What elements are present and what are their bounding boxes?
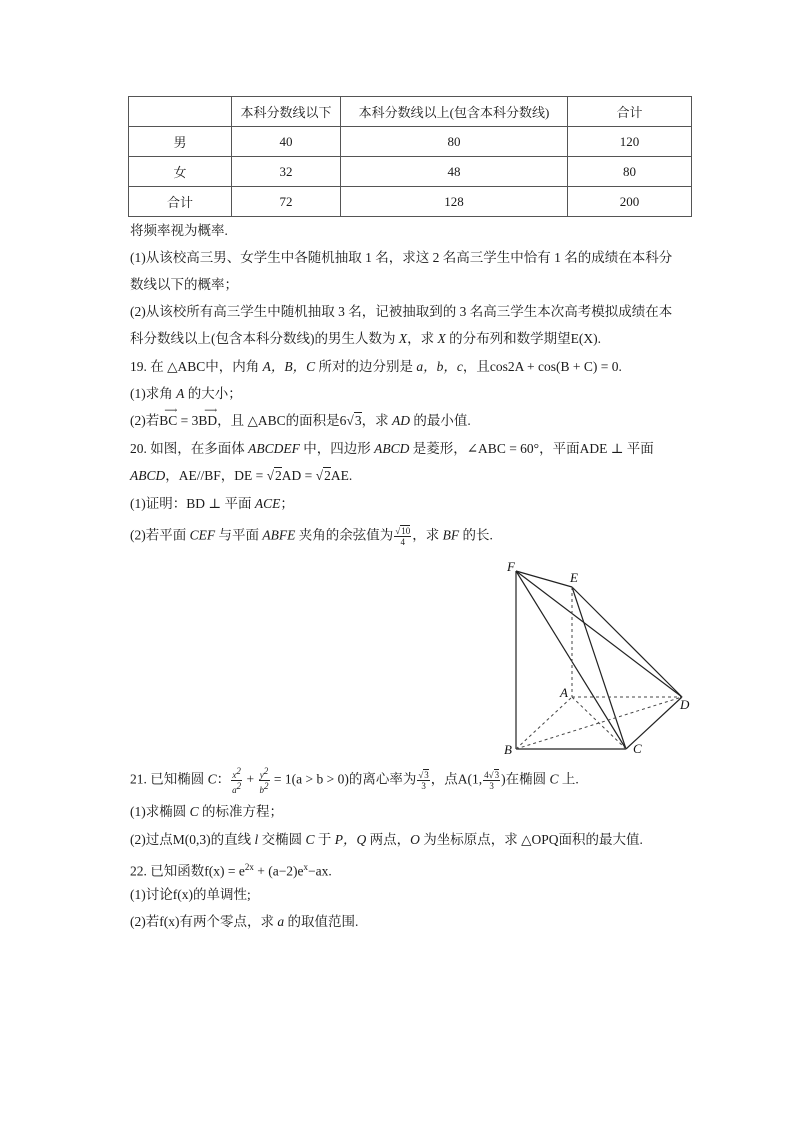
q20-part1 — [130, 495, 294, 513]
text: (2)若f(x)有两个零点，求 — [130, 914, 278, 929]
var: x — [232, 770, 237, 780]
var: P，Q — [334, 832, 367, 847]
table-cell: 合计 — [129, 187, 232, 217]
label-d: D — [680, 697, 690, 712]
table-cell: 48 — [341, 157, 568, 187]
exponent: x — [303, 862, 309, 872]
var: O — [410, 832, 420, 847]
var: l — [254, 832, 259, 847]
text: AE. — [330, 468, 353, 483]
table-header-cell — [129, 97, 232, 127]
q18-part1-line1: (1)从该校高三男、女学生中各随机抽取 1 名，求这 2 名高三学生中恰有 1 名的成绩在本科分 — [130, 250, 673, 265]
text: 与平面 — [215, 527, 263, 543]
fraction — [259, 766, 270, 795]
text: ，求 — [361, 413, 392, 428]
table-cell: 128 — [341, 187, 568, 217]
exponent: 2 — [236, 766, 241, 776]
q19-part2: (2)若 ⟶ BC = 3 ⟶ BD，且 △ABC的面积是6√3，求 AD 的最小值. — [130, 405, 471, 428]
var: C — [189, 804, 199, 819]
var: a — [277, 914, 285, 929]
text: 的分布列和数学期望E(X). — [445, 331, 601, 346]
table-cell: 32 — [232, 157, 341, 187]
edge-fc — [516, 571, 626, 749]
fraction-denominator: 4 — [400, 537, 405, 547]
table-cell: 120 — [568, 127, 692, 157]
exponent: 2 — [236, 781, 242, 791]
q19-part1 — [130, 385, 242, 403]
radicand: 2 — [324, 468, 331, 483]
fraction — [417, 770, 429, 791]
text: ： — [216, 771, 231, 787]
text: (1)求角 — [130, 386, 177, 401]
table-header-cell: 合计 — [568, 97, 692, 127]
var: ABCDEF — [248, 441, 300, 456]
table-row — [129, 187, 692, 217]
text: 19. 在 △ABC中，内角 — [130, 359, 263, 374]
fraction-numerator: √10 — [395, 526, 411, 536]
table-cell: 80 — [568, 157, 692, 187]
var: BF — [442, 527, 460, 543]
text: AD = — [281, 468, 316, 483]
text: 夹角的余弦值为 — [295, 527, 394, 543]
exponent: 2x — [244, 862, 254, 872]
polyhedron-figure — [498, 557, 698, 757]
var: A — [176, 386, 185, 401]
var: C — [549, 771, 559, 787]
var: CEF — [189, 527, 216, 543]
vector-arrow-icon: ⟶ — [204, 405, 218, 415]
radicand: 2 — [275, 468, 282, 483]
q18-note: 将频率视为概率. — [130, 223, 228, 238]
text: BC — [159, 413, 178, 428]
q20-part2 — [130, 526, 493, 547]
var: C — [207, 771, 217, 787]
table-header-cell: 本科分数线以上(包含本科分数线) — [341, 97, 568, 127]
text: )在椭圆 — [501, 771, 550, 787]
table-row — [129, 157, 692, 187]
text: −ax. — [308, 863, 332, 879]
edge-ed — [572, 587, 682, 697]
radicand: 3 — [424, 770, 429, 780]
label-b: B — [504, 742, 512, 757]
q20-stem-line2: ABCD，AE//BF，DE = √2AD = √2AE. — [130, 468, 353, 483]
var: a — [232, 785, 237, 795]
var: ABCD — [130, 468, 166, 483]
text: ，AE//BF，DE = — [165, 468, 267, 483]
table-row — [129, 127, 692, 157]
edge-fd — [516, 571, 682, 697]
text: = 1(a > b > 0)的离心率为 — [270, 771, 417, 787]
label-e: E — [570, 570, 578, 585]
text: ，且cos2A + cos(B + C) = 0. — [462, 359, 622, 374]
text: (1)求椭圆 — [130, 804, 190, 819]
score-table — [128, 96, 692, 217]
radicand: 3 — [354, 413, 362, 428]
text: ，点A(1, — [430, 771, 483, 787]
label-c: C — [633, 741, 642, 756]
text: BD — [198, 413, 218, 428]
var: AD — [391, 413, 410, 428]
fraction-numerator — [259, 766, 270, 781]
q22-part2 — [130, 913, 358, 931]
q21-part2 — [130, 831, 643, 849]
q19-stem — [130, 358, 622, 376]
text: + (a−2)e — [253, 863, 304, 879]
text: ，求 — [407, 331, 438, 346]
q21-stem: 21. 已知椭圆 C： $\frac{x^2}{a^2}$ + $\frac{y^2}{b^2}$ = 1(a > b > 0)的离心率为 $\frac{√3}{3}$ ，点A(1, $\frac{4√3}{3}$ )在椭圆 C 上. — [130, 766, 579, 795]
label-f: F — [507, 559, 515, 574]
q18-part1-line2: 数线以下的概率； — [130, 277, 238, 292]
table-cell: 80 — [341, 127, 568, 157]
q22-part1: (1)讨论f(x)的单调性; — [130, 887, 251, 902]
text: 是菱形，∠ABC = 60°，平面ADE ⊥ 平面 — [409, 441, 654, 456]
fraction — [483, 770, 500, 791]
var: X — [398, 331, 408, 346]
fraction-denominator: 3 — [421, 781, 426, 791]
edge-ec — [572, 587, 626, 749]
q22-stem — [130, 858, 332, 881]
text: 的长. — [459, 527, 493, 543]
text: 22. 已知函数f(x) = e — [130, 863, 245, 879]
text: 的标准方程； — [198, 804, 284, 819]
var: C — [305, 832, 315, 847]
vector-arrow-icon: ⟶ — [164, 405, 178, 415]
fraction — [231, 766, 242, 795]
table-cell: 男 — [129, 127, 232, 157]
q18-part2-line1: (2)从该校所有高三学生中随机抽取 3 名，记被抽取到的 3 名高三学生本次高考模拟成绩在本 — [130, 304, 673, 319]
var: ACE — [254, 496, 281, 511]
var: X — [437, 331, 446, 346]
fraction-denominator — [231, 781, 242, 795]
text: 中，四边形 — [299, 441, 375, 456]
text: (2)若 — [130, 413, 160, 428]
exponent: 2 — [263, 766, 269, 776]
fraction-numerator — [231, 766, 242, 781]
table-header-cell: 本科分数线以下 — [232, 97, 341, 127]
text: 4 — [484, 770, 489, 780]
text: 20. 如图，在多面体 — [130, 441, 249, 456]
text: 的最小值. — [409, 413, 471, 428]
text: 于 — [314, 832, 335, 847]
text: ，求 — [412, 527, 443, 543]
text: 两点， — [366, 832, 411, 847]
table-cell: 200 — [568, 187, 692, 217]
var: y — [259, 770, 264, 780]
table-header-row — [129, 97, 692, 127]
var: A，B，C — [262, 359, 316, 374]
radicand: 10 — [401, 526, 411, 536]
radicand: 3 — [494, 770, 500, 780]
var: ABFE — [262, 527, 296, 543]
var: ABCD — [374, 441, 410, 456]
text: 所对的边分别是 — [315, 359, 417, 374]
var: a，b，c — [416, 359, 463, 374]
text: 科分数线以上(包含本科分数线)的男生人数为 — [130, 331, 399, 346]
fraction-numerator: 4√3 — [484, 770, 500, 780]
text: 的大小； — [184, 386, 242, 401]
text: 交椭圆 — [258, 832, 306, 847]
edge-ba-hidden — [516, 697, 572, 749]
text: (1)证明：BD ⊥ 平面 — [130, 496, 255, 511]
text: 的取值范围. — [284, 914, 359, 929]
table-cell: 40 — [232, 127, 341, 157]
fraction-denominator: 3 — [489, 781, 494, 791]
fraction — [394, 526, 411, 547]
q18-part2-line2 — [130, 330, 601, 348]
text: 上. — [558, 771, 579, 787]
text: ； — [280, 496, 294, 511]
text: = 3 — [177, 413, 199, 428]
text: 21. 已知椭圆 — [130, 771, 208, 787]
vector-bd — [198, 405, 218, 428]
q20-stem-line1 — [130, 440, 654, 458]
text: (2)过点M(0,3)的直线 — [130, 832, 255, 847]
label-a: A — [560, 685, 568, 700]
text: 为坐标原点，求 △OPQ面积的最大值. — [419, 832, 643, 847]
table-cell: 72 — [232, 187, 341, 217]
text: (2)若平面 — [130, 527, 190, 543]
fraction-denominator — [259, 781, 270, 795]
text: ，且 △ABC的面积是6 — [217, 413, 347, 428]
exponent: 2 — [264, 781, 269, 791]
table-cell: 女 — [129, 157, 232, 187]
var: b — [259, 785, 265, 795]
q21-part1 — [130, 803, 283, 821]
vector-bc — [159, 405, 178, 428]
fraction-numerator: √3 — [418, 770, 429, 780]
